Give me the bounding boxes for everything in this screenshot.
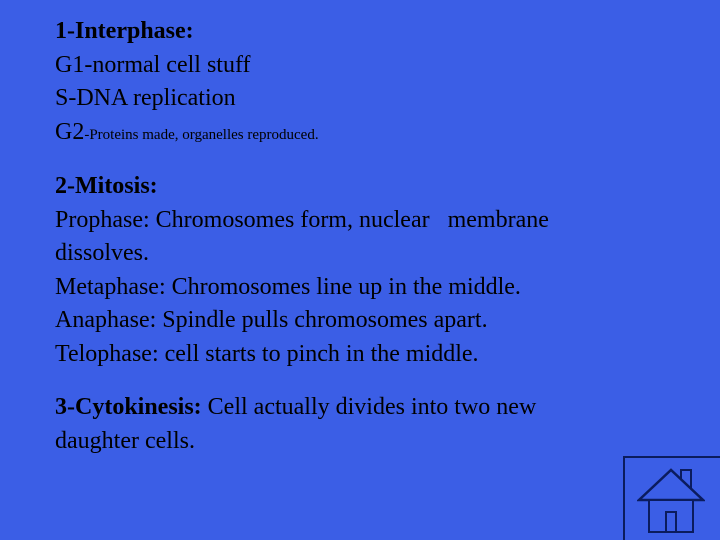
g2-prefix: G2 (55, 118, 85, 145)
interphase-g1: G1-normal cell stuff (55, 51, 251, 78)
home-icon (637, 466, 705, 534)
mitosis-heading: 2-Mitosis: (55, 173, 158, 199)
anaphase-line: Anaphase: Spindle pulls chromosomes apart. (55, 307, 488, 333)
cytokinesis-line-2: daughter cells. (55, 427, 195, 454)
home-button[interactable] (623, 456, 720, 540)
cytokinesis-text: Cell actually divides into two new (201, 394, 537, 420)
section-gap (55, 152, 655, 170)
slide-content (55, 15, 655, 458)
metaphase-line: Metaphase: Chromosomes line up in the middle. (55, 273, 521, 300)
prophase-line-2: dissolves. (55, 240, 150, 266)
telophase-line: Telophase: cell starts to pinch in the middle. (55, 340, 479, 367)
cytokinesis-heading: 3-Cytokinesis: (55, 394, 202, 420)
g2-text: -Proteins made, organelles reproduced. (84, 126, 319, 143)
prophase-line-1: Prophase: Chromosomes form, nuclear membrane (55, 206, 549, 233)
section-gap (55, 371, 655, 391)
interphase-heading: 1-Interphase: (55, 18, 194, 44)
cytokinesis-line-1 (55, 391, 655, 425)
interphase-s: S-DNA replication (55, 85, 236, 111)
interphase-g2 (55, 116, 655, 153)
